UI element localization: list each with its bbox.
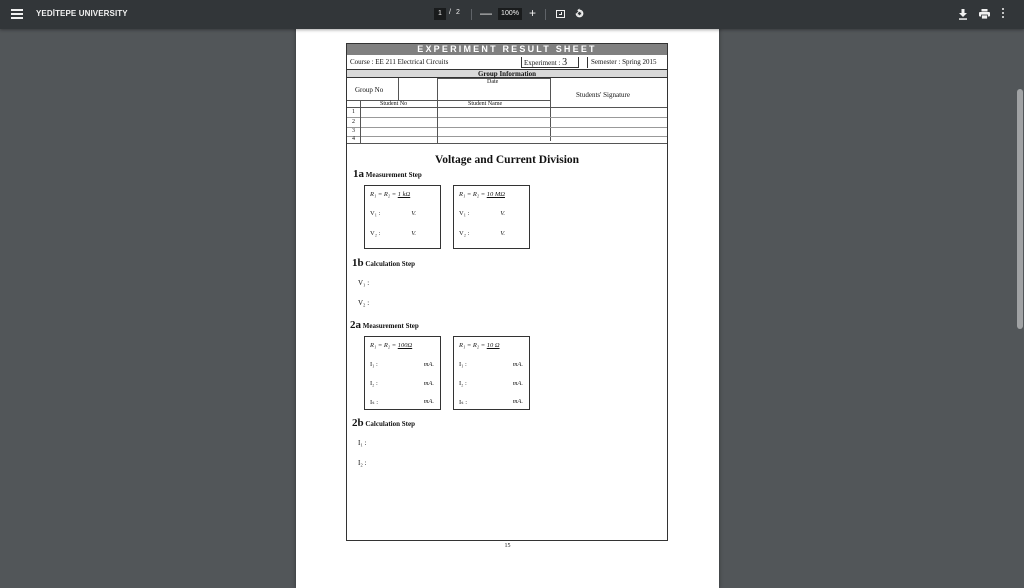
page-total: 2: [456, 9, 460, 16]
experiment-number: 3: [562, 57, 568, 68]
step-number: 2a: [350, 319, 361, 331]
student-name-header: Student Name: [468, 101, 503, 107]
group-no-label: Group No: [355, 86, 384, 94]
step-2b-heading: [352, 417, 415, 429]
calc-line: V₂ :: [358, 299, 370, 307]
experiment-title: Voltage and Current Division: [434, 154, 580, 166]
course-label: Course : EE 211 Electrical Circuits: [350, 58, 449, 66]
row-number: 3: [352, 128, 355, 134]
grid-line: [347, 143, 667, 144]
step-number: 1a: [353, 168, 364, 180]
rotate-icon[interactable]: [574, 8, 585, 19]
course-info-row: [347, 56, 667, 68]
download-icon[interactable]: [958, 9, 968, 20]
pdf-page: [296, 0, 719, 588]
box-header: R₁ = R₂ = 10 MΩ: [459, 191, 505, 198]
result-sheet: [346, 43, 668, 541]
student-no-header: Student No: [380, 101, 408, 107]
fit-to-page-icon[interactable]: [556, 10, 565, 18]
print-icon[interactable]: [979, 9, 990, 19]
menu-icon[interactable]: [11, 9, 23, 19]
grid-line: [437, 100, 438, 143]
box-header: R₁ = R₂ = 10 Ω: [459, 342, 500, 349]
grid-line: [347, 127, 667, 128]
step-label: Calculation Step: [365, 420, 415, 428]
experiment-label: Experiment :: [524, 59, 563, 67]
zoom-out-button[interactable]: —: [480, 6, 492, 20]
date-label: Date: [487, 79, 499, 85]
more-options-icon[interactable]: [1002, 8, 1005, 20]
students-signature-label: Students' Signature: [576, 91, 630, 99]
box-header: R₁ = R₂ = 1 kΩ: [370, 191, 411, 198]
box-header: R₁ = R₂ = 100Ω: [370, 342, 413, 349]
row-number: 2: [352, 119, 355, 125]
measurement-box-2a-left: R₁ = R₂ = 100Ω I₁ : mA. I₂ : mA. Iₛ : mA.: [364, 336, 441, 410]
document-title: YEDİTEPE UNIVERSITY: [36, 9, 128, 18]
row-number: 4: [352, 136, 355, 142]
vertical-scrollbar[interactable]: [1016, 29, 1024, 576]
grid-line: [437, 78, 438, 100]
toolbar-divider: [471, 9, 472, 20]
page-number: 15: [504, 543, 511, 549]
zoom-input[interactable]: 100%: [498, 8, 522, 20]
page-number-input[interactable]: 1: [434, 8, 446, 20]
grid-line: [347, 117, 667, 118]
calc-line: I₂ :: [358, 459, 367, 467]
calc-line: I₁ :: [358, 439, 367, 447]
grid-line: [360, 100, 361, 143]
step-1b-heading: [352, 257, 415, 269]
grid-line: [398, 78, 399, 100]
grid-line: [550, 78, 551, 141]
step-label: Calculation Step: [365, 260, 415, 268]
group-information-bar: Group Information: [347, 69, 667, 78]
grid-line: [347, 136, 667, 137]
sheet-header: EXPERIMENT RESULT SHEET: [347, 44, 667, 55]
semester-label: Semester : Spring 2015: [587, 57, 667, 68]
scrollbar-thumb[interactable]: [1017, 89, 1023, 329]
step-number: 2b: [352, 417, 364, 429]
calc-line: V₁ :: [358, 279, 370, 287]
row-number: 1: [352, 109, 355, 115]
step-1a-heading: [353, 168, 422, 180]
experiment-cell: [521, 57, 579, 68]
step-2a-heading: [350, 319, 419, 331]
grid-line: [347, 107, 667, 108]
zoom-in-button[interactable]: +: [529, 6, 537, 20]
pdf-toolbar: [0, 0, 1024, 29]
measurement-box-1a-right: R₁ = R₂ = 10 MΩ V₁ : V. V₂ : V.: [453, 185, 530, 249]
page-separator: /: [449, 9, 451, 16]
measurement-box-1a-left: R₁ = R₂ = 1 kΩ V₁ : V. V₂ : V.: [364, 185, 441, 249]
grid-line: [347, 100, 550, 101]
step-number: 1b: [352, 257, 364, 269]
step-label: Measurement Step: [362, 322, 419, 330]
toolbar-divider: [545, 9, 546, 20]
step-label: Measurement Step: [365, 171, 422, 179]
measurement-box-2a-right: R₁ = R₂ = 10 Ω I₁ : mA. I₂ : mA. Iₛ : mA.: [453, 336, 530, 410]
